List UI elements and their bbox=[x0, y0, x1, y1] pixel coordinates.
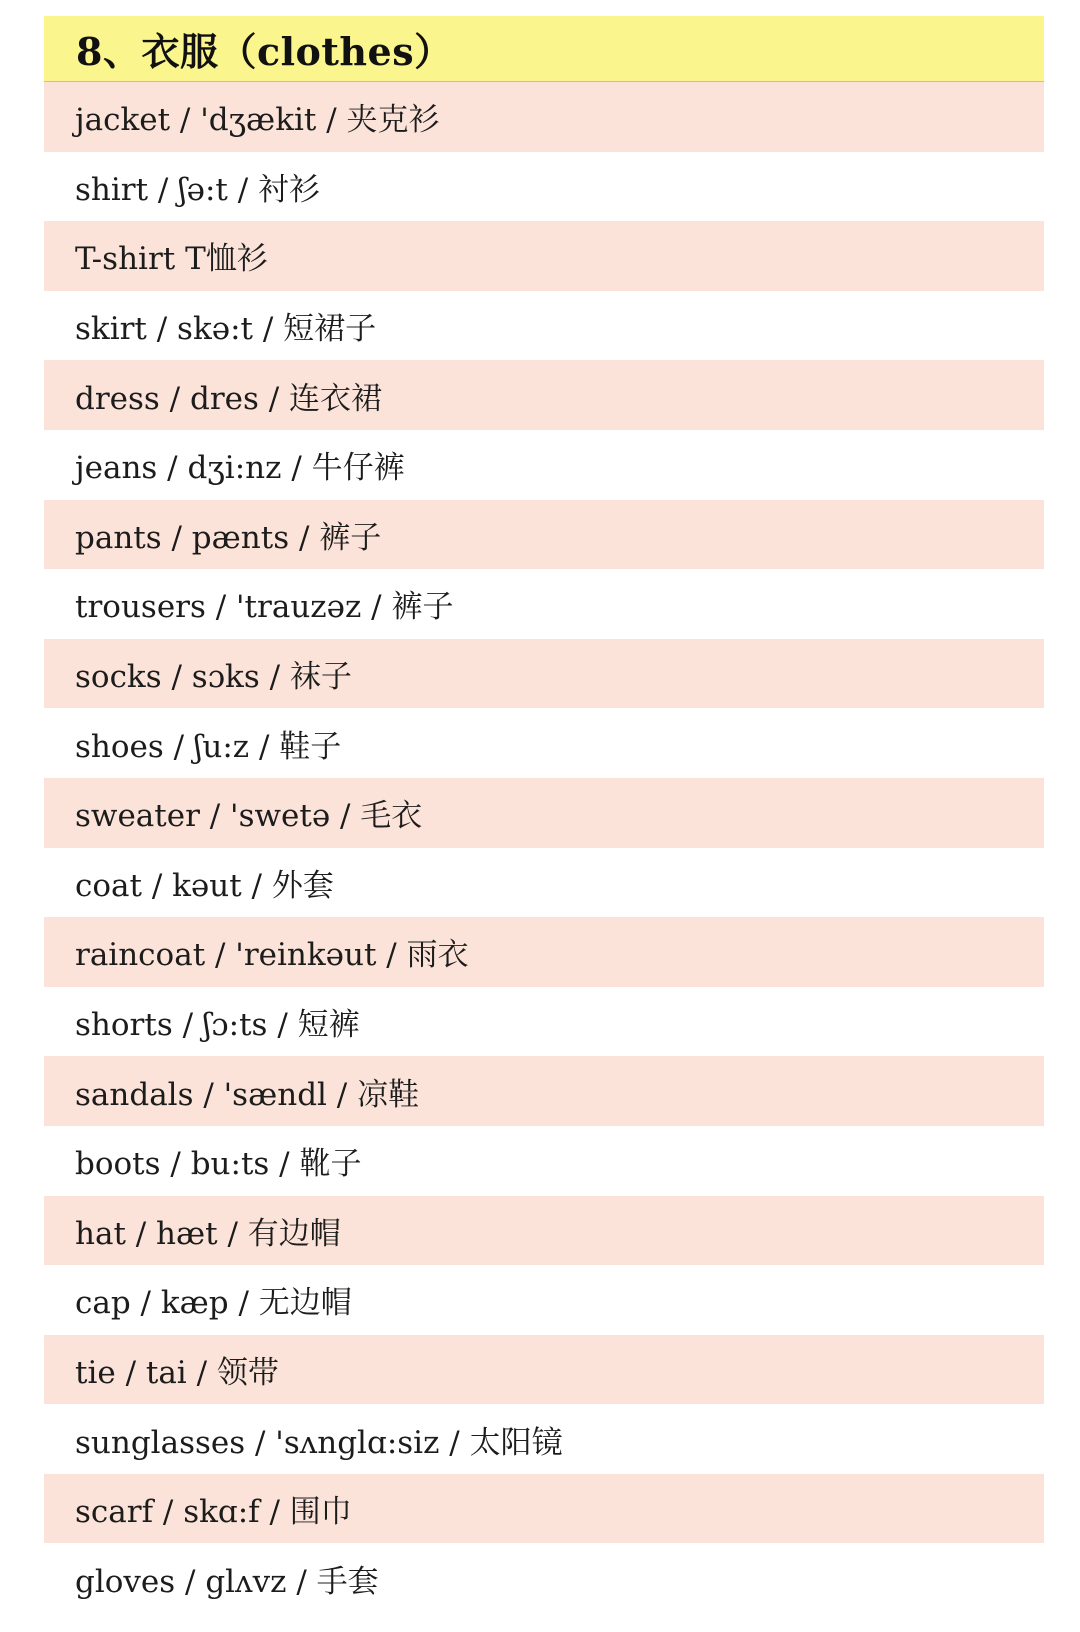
word-entry-text: socks / sɔks / 袜子 bbox=[75, 659, 352, 696]
word-entry-text: dress / dres / 连衣裙 bbox=[75, 380, 383, 417]
word-row bbox=[44, 430, 1044, 500]
word-entry-text: sweater / 'swetə / 毛衣 bbox=[75, 798, 423, 835]
word-entry-text: raincoat / 'reinkəut / 雨衣 bbox=[75, 937, 469, 974]
section-header bbox=[44, 16, 1044, 82]
word-entry-text: skirt / skə:t / 短裙子 bbox=[75, 311, 377, 348]
word-row bbox=[44, 1056, 1044, 1126]
word-entry-text: sunglasses / 'sʌnglɑ:siz / 太阳镜 bbox=[75, 1424, 563, 1461]
word-row bbox=[44, 708, 1044, 778]
word-row bbox=[44, 1335, 1044, 1405]
word-entry-text: scarf / skɑ:f / 围巾 bbox=[75, 1494, 352, 1531]
word-entry-text: T-shirt T恤衫 bbox=[75, 241, 268, 278]
word-row bbox=[44, 360, 1044, 430]
word-list bbox=[44, 82, 1044, 1613]
word-row bbox=[44, 1404, 1044, 1474]
word-row bbox=[44, 917, 1044, 987]
word-row bbox=[44, 221, 1044, 291]
word-row bbox=[44, 82, 1044, 152]
word-row bbox=[44, 1474, 1044, 1544]
word-entry-text: jacket / 'dʒækit / 夹克衫 bbox=[75, 102, 440, 139]
vocabulary-table bbox=[44, 16, 1044, 1613]
word-entry-text: hat / hæt / 有边帽 bbox=[75, 1215, 341, 1252]
word-entry-text: shirt / ʃə:t / 衬衫 bbox=[75, 171, 321, 208]
word-row bbox=[44, 152, 1044, 222]
word-row bbox=[44, 569, 1044, 639]
word-row bbox=[44, 987, 1044, 1057]
word-row bbox=[44, 1543, 1044, 1613]
word-entry-text: cap / kæp / 无边帽 bbox=[75, 1285, 352, 1322]
word-row bbox=[44, 1265, 1044, 1335]
word-row bbox=[44, 848, 1044, 918]
word-row bbox=[44, 1196, 1044, 1266]
word-entry-text: coat / kəut / 外套 bbox=[75, 867, 334, 904]
word-row bbox=[44, 291, 1044, 361]
word-entry-text: jeans / dʒi:nz / 牛仔裤 bbox=[75, 450, 405, 487]
word-entry-text: pants / pænts / 裤子 bbox=[75, 519, 382, 556]
word-entry-text: gloves / glʌvz / 手套 bbox=[75, 1563, 379, 1600]
word-entry-text: shoes / ʃu:z / 鞋子 bbox=[75, 728, 342, 765]
word-row bbox=[44, 1126, 1044, 1196]
word-row bbox=[44, 639, 1044, 709]
word-row bbox=[44, 500, 1044, 570]
word-entry-text: tie / tai / 领带 bbox=[75, 1354, 279, 1391]
word-entry-text: shorts / ʃɔ:ts / 短裤 bbox=[75, 1007, 360, 1044]
section-title: 8、衣服（clothes） bbox=[76, 29, 453, 74]
word-entry-text: boots / bu:ts / 靴子 bbox=[75, 1146, 362, 1183]
word-row bbox=[44, 778, 1044, 848]
word-entry-text: trousers / 'trauzəz / 裤子 bbox=[75, 589, 454, 626]
word-entry-text: sandals / 'sændl / 凉鞋 bbox=[75, 1076, 420, 1113]
